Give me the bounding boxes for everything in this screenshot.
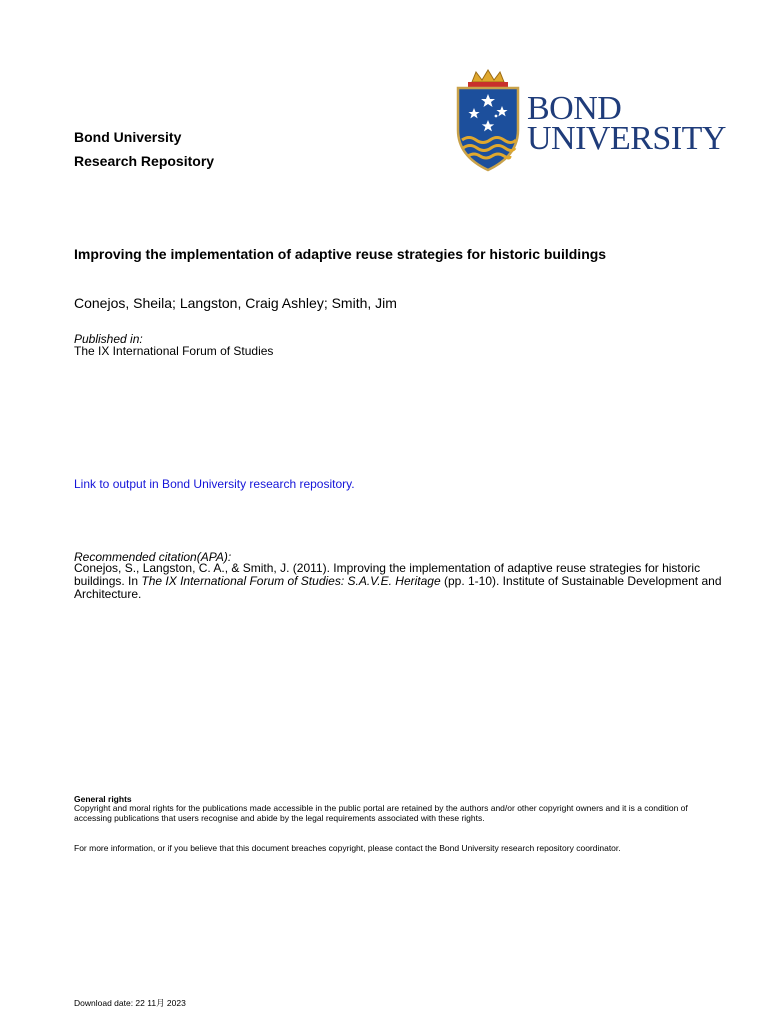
citation-part2: (pp. 1-10). Institute of Sustainable Development and Architecture. <box>74 574 722 601</box>
logo-line-university: UNIVERSITY <box>527 120 726 157</box>
paper-authors: Conejos, Sheila; Langston, Craig Ashley; Smith, Jim <box>74 295 397 311</box>
published-in-value: The IX International Forum of Studies <box>74 344 274 358</box>
more-info-text: For more information, or if you believe that this document breaches copyright, please contact the Bond University research repository coordinator. <box>74 843 621 853</box>
download-date: Download date: 22 11月 2023 <box>74 998 186 1008</box>
logo-line-bond: BOND <box>527 90 622 127</box>
general-rights-text: Copyright and moral rights for the publications made accessible in the public portal are retained by the authors and/or other copyright owners and it is a condition of accessing publications that users recognise and abide by the legal requirements associated with these rights. <box>74 803 688 823</box>
paper-title: Improving the implementation of adaptive reuse strategies for historic buildings <box>74 246 607 262</box>
bond-university-logo <box>454 68 726 172</box>
general-rights-heading: General rights <box>74 794 132 804</box>
institution-name: Bond University <box>74 129 182 145</box>
citation-label: Recommended citation(APA): <box>74 550 232 564</box>
citation-text <box>74 562 724 601</box>
repository-name: Research Repository <box>74 153 215 169</box>
logo-wordmark <box>527 90 726 157</box>
shield-icon <box>454 68 522 172</box>
repository-header <box>74 125 214 173</box>
citation-part1: Conejos, S., Langston, C. A., & Smith, J. (2011). Improving the implementation of adaptive reuse strategies for historic buildings. In <box>74 561 701 588</box>
citation-source: The IX International Forum of Studies: S.A.V.E. Heritage <box>141 574 441 588</box>
published-in-label: Published in: <box>74 332 143 346</box>
repository-link[interactable]: Link to output in Bond University research repository. <box>74 477 355 491</box>
